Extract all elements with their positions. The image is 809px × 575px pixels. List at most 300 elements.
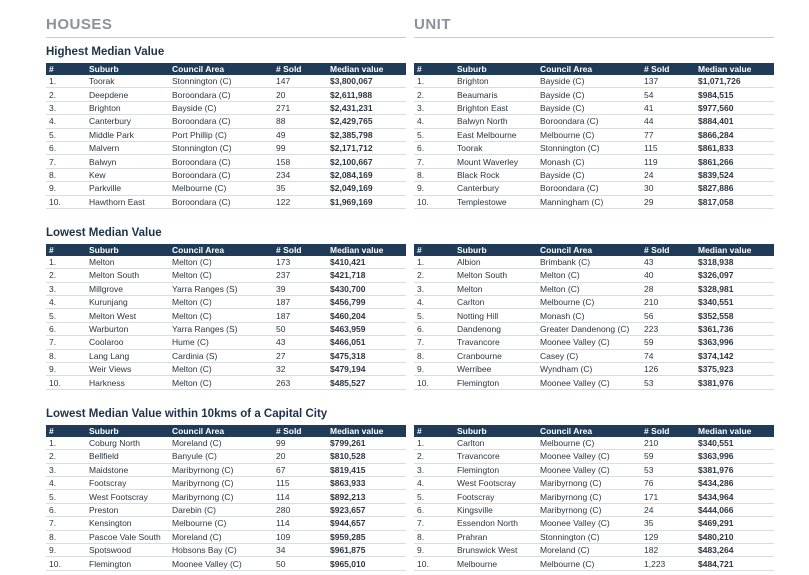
table-row xyxy=(414,463,774,476)
council-cell: Hume (C) xyxy=(169,336,273,349)
council-cell: Moonee Valley (C) xyxy=(537,463,641,476)
median-cell: $861,833 xyxy=(695,141,774,154)
table-row xyxy=(414,269,774,282)
median-cell: $944,657 xyxy=(327,517,406,530)
council-cell: Boroondara (C) xyxy=(169,115,273,128)
median-cell: $2,429,765 xyxy=(327,115,406,128)
median-cell: $2,084,169 xyxy=(327,168,406,181)
rank-cell: 5. xyxy=(414,128,454,141)
suburb-cell: Brighton East xyxy=(454,101,537,114)
rank-cell: 6. xyxy=(414,141,454,154)
median-cell: $977,560 xyxy=(695,101,774,114)
suburb-cell: Notting Hill xyxy=(454,309,537,322)
table-row xyxy=(46,376,406,389)
council-cell: Maribyrnong (C) xyxy=(537,503,641,516)
council-cell: Maribyrnong (C) xyxy=(169,463,273,476)
council-cell: Yarra Ranges (S) xyxy=(169,322,273,335)
table-row xyxy=(414,168,774,181)
council-cell: Stonnington (C) xyxy=(169,75,273,88)
table-row xyxy=(46,75,406,88)
sold-cell: 119 xyxy=(641,155,695,168)
table-row xyxy=(46,309,406,322)
suburb-cell: Melton South xyxy=(454,269,537,282)
suburb-cell: Pascoe Vale South xyxy=(86,530,169,543)
council-cell: Melbourne (C) xyxy=(537,296,641,309)
median-cell: $363,996 xyxy=(695,336,774,349)
median-cell: $463,959 xyxy=(327,322,406,335)
rank-cell: 7. xyxy=(46,336,86,349)
rank-cell: 2. xyxy=(46,269,86,282)
sold-cell: 126 xyxy=(641,363,695,376)
suburb-cell: Flemington xyxy=(86,557,169,570)
median-cell: $381,976 xyxy=(695,463,774,476)
column-header: Council Area xyxy=(169,425,273,437)
median-cell: $810,528 xyxy=(327,450,406,463)
rank-cell: 1. xyxy=(414,256,454,269)
houses-table xyxy=(46,63,406,209)
sold-cell: 99 xyxy=(273,141,327,154)
table-row xyxy=(46,101,406,114)
sold-cell: 50 xyxy=(273,322,327,335)
council-cell: Port Phillip (C) xyxy=(169,128,273,141)
suburb-cell: Millgrove xyxy=(86,282,169,295)
suburb-cell: Prahran xyxy=(454,530,537,543)
column-header: # xyxy=(46,244,86,256)
suburb-cell: Beaumaris xyxy=(454,88,537,101)
table-row xyxy=(46,336,406,349)
suburb-cell: Black Rock xyxy=(454,168,537,181)
table-row xyxy=(414,336,774,349)
median-cell: $485,527 xyxy=(327,376,406,389)
median-cell: $340,551 xyxy=(695,296,774,309)
median-cell: $361,736 xyxy=(695,322,774,335)
table-row xyxy=(46,141,406,154)
median-cell: $328,981 xyxy=(695,282,774,295)
sold-cell: 20 xyxy=(273,88,327,101)
rank-cell: 3. xyxy=(414,282,454,295)
council-cell: Moonee Valley (C) xyxy=(537,376,641,389)
table-row xyxy=(414,490,774,503)
rank-cell: 6. xyxy=(414,503,454,516)
column-header: Suburb xyxy=(86,244,169,256)
suburb-cell: Essendon North xyxy=(454,517,537,530)
sold-cell: 187 xyxy=(273,309,327,322)
sold-cell: 41 xyxy=(641,101,695,114)
council-cell: Bayside (C) xyxy=(537,88,641,101)
median-cell: $460,204 xyxy=(327,309,406,322)
column-header: # Sold xyxy=(641,244,695,256)
council-cell: Bayside (C) xyxy=(537,101,641,114)
suburb-cell: Weir Views xyxy=(86,363,169,376)
column-header: # xyxy=(414,63,454,75)
suburb-cell: Flemington xyxy=(454,463,537,476)
council-cell: Monash (C) xyxy=(537,155,641,168)
table-row xyxy=(414,115,774,128)
table-row xyxy=(46,450,406,463)
table-row xyxy=(414,101,774,114)
column-header: Council Area xyxy=(537,425,641,437)
column-header: Median value xyxy=(695,425,774,437)
median-cell: $326,097 xyxy=(695,269,774,282)
sold-cell: 50 xyxy=(273,557,327,570)
rank-cell: 5. xyxy=(46,309,86,322)
rank-cell: 9. xyxy=(46,182,86,195)
table-row xyxy=(46,182,406,195)
rank-cell: 3. xyxy=(46,282,86,295)
council-cell: Melbourne (C) xyxy=(169,182,273,195)
rank-cell: 7. xyxy=(414,336,454,349)
table-row xyxy=(46,168,406,181)
sold-cell: 99 xyxy=(273,437,327,450)
median-cell: $861,266 xyxy=(695,155,774,168)
council-cell: Monash (C) xyxy=(537,309,641,322)
sold-cell: 173 xyxy=(273,256,327,269)
median-cell: $866,284 xyxy=(695,128,774,141)
council-cell: Casey (C) xyxy=(537,349,641,362)
table-row xyxy=(414,363,774,376)
council-cell: Melton (C) xyxy=(169,363,273,376)
median-cell: $3,800,067 xyxy=(327,75,406,88)
council-cell: Melton (C) xyxy=(537,282,641,295)
table-row xyxy=(414,256,774,269)
table-row xyxy=(46,88,406,101)
table-row xyxy=(414,517,774,530)
rank-cell: 8. xyxy=(46,530,86,543)
sold-cell: 171 xyxy=(641,490,695,503)
table-row xyxy=(46,128,406,141)
council-cell: Melton (C) xyxy=(169,296,273,309)
sold-cell: 210 xyxy=(641,437,695,450)
council-cell: Stonnington (C) xyxy=(537,141,641,154)
median-cell: $466,051 xyxy=(327,336,406,349)
table-row xyxy=(414,309,774,322)
rank-cell: 10. xyxy=(414,195,454,208)
suburb-cell: Footscray xyxy=(86,476,169,489)
sold-cell: 40 xyxy=(641,269,695,282)
sold-cell: 129 xyxy=(641,530,695,543)
column-header: Council Area xyxy=(537,63,641,75)
header-row xyxy=(414,63,774,75)
rank-cell: 3. xyxy=(414,463,454,476)
table-row xyxy=(46,530,406,543)
rank-cell: 8. xyxy=(414,168,454,181)
rank-cell: 2. xyxy=(414,88,454,101)
rank-cell: 9. xyxy=(414,543,454,556)
council-cell: Boroondara (C) xyxy=(537,115,641,128)
header-row xyxy=(46,63,406,75)
suburb-cell: Balwyn xyxy=(86,155,169,168)
suburb-cell: Hawthorn East xyxy=(86,195,169,208)
section-2 xyxy=(46,407,406,571)
table-row xyxy=(414,503,774,516)
suburb-cell: Flemington xyxy=(454,376,537,389)
council-cell: Moreland (C) xyxy=(169,530,273,543)
sold-cell: 115 xyxy=(641,141,695,154)
column-header: Median value xyxy=(327,425,406,437)
sold-cell: 88 xyxy=(273,115,327,128)
suburb-cell: Spotswood xyxy=(86,543,169,556)
rank-cell: 6. xyxy=(46,141,86,154)
rank-cell: 4. xyxy=(46,476,86,489)
council-cell: Bayside (C) xyxy=(537,168,641,181)
suburb-cell: Toorak xyxy=(454,141,537,154)
table-row xyxy=(46,115,406,128)
header-row xyxy=(414,425,774,437)
median-cell: $434,286 xyxy=(695,476,774,489)
council-cell: Maribyrnong (C) xyxy=(169,490,273,503)
sold-cell: 59 xyxy=(641,450,695,463)
suburb-cell: Middle Park xyxy=(86,128,169,141)
suburb-cell: Mount Waverley xyxy=(454,155,537,168)
council-cell: Boroondara (C) xyxy=(169,88,273,101)
suburb-cell: Dandenong xyxy=(454,322,537,335)
council-cell: Hobsons Bay (C) xyxy=(169,543,273,556)
column-header: # xyxy=(46,425,86,437)
section-2 xyxy=(414,407,774,571)
sold-cell: 234 xyxy=(273,168,327,181)
sold-cell: 76 xyxy=(641,476,695,489)
column-header: # Sold xyxy=(273,244,327,256)
rank-cell: 2. xyxy=(46,450,86,463)
sold-cell: 137 xyxy=(641,75,695,88)
council-cell: Melton (C) xyxy=(169,309,273,322)
table-row xyxy=(46,269,406,282)
sold-cell: 114 xyxy=(273,490,327,503)
median-cell: $961,875 xyxy=(327,543,406,556)
table-row xyxy=(414,557,774,570)
rank-cell: 2. xyxy=(46,88,86,101)
suburb-cell: West Footscray xyxy=(454,476,537,489)
column-header: Suburb xyxy=(454,244,537,256)
suburb-cell: Carlton xyxy=(454,296,537,309)
council-cell: Boroondara (C) xyxy=(169,155,273,168)
table-row xyxy=(414,296,774,309)
table-row xyxy=(46,543,406,556)
rank-cell: 4. xyxy=(414,296,454,309)
column-header: # xyxy=(414,425,454,437)
rank-cell: 9. xyxy=(46,363,86,376)
units-table xyxy=(414,244,774,390)
suburb-cell: Maidstone xyxy=(86,463,169,476)
houses-heading: HOUSES xyxy=(46,18,406,38)
council-cell: Yarra Ranges (S) xyxy=(169,282,273,295)
median-cell: $817,058 xyxy=(695,195,774,208)
table-row xyxy=(46,503,406,516)
council-cell: Moonee Valley (C) xyxy=(169,557,273,570)
median-cell: $469,291 xyxy=(695,517,774,530)
unit-sections xyxy=(414,45,774,571)
section-title: Lowest Median Value xyxy=(46,226,162,239)
council-cell: Melton (C) xyxy=(537,269,641,282)
table-row xyxy=(414,450,774,463)
table-row xyxy=(414,376,774,389)
table-row xyxy=(46,195,406,208)
units-table xyxy=(414,63,774,209)
suburb-cell: Brighton xyxy=(454,75,537,88)
median-cell: $827,886 xyxy=(695,182,774,195)
table-row xyxy=(414,476,774,489)
column-header: Suburb xyxy=(86,63,169,75)
council-cell: Manningham (C) xyxy=(537,195,641,208)
median-cell: $352,558 xyxy=(695,309,774,322)
council-cell: Cardinia (S) xyxy=(169,349,273,362)
table-row xyxy=(414,195,774,208)
sold-cell: 115 xyxy=(273,476,327,489)
column-header: Median value xyxy=(695,244,774,256)
column-header: Council Area xyxy=(169,63,273,75)
sold-cell: 53 xyxy=(641,376,695,389)
sold-cell: 263 xyxy=(273,376,327,389)
council-cell: Moonee Valley (C) xyxy=(537,336,641,349)
unit-column xyxy=(414,0,774,571)
section-title: Highest Median Value xyxy=(46,46,165,58)
sold-cell: 109 xyxy=(273,530,327,543)
council-cell: Maribyrnong (C) xyxy=(169,476,273,489)
section-title xyxy=(414,45,774,59)
sold-cell: 280 xyxy=(273,503,327,516)
rank-cell: 7. xyxy=(46,517,86,530)
median-cell: $984,515 xyxy=(695,88,774,101)
header-row xyxy=(46,425,406,437)
median-cell: $318,938 xyxy=(695,256,774,269)
houses-table xyxy=(46,425,406,571)
suburb-cell: Kensington xyxy=(86,517,169,530)
section-0 xyxy=(46,45,406,209)
council-cell: Melton (C) xyxy=(169,376,273,389)
sold-cell: 24 xyxy=(641,503,695,516)
council-cell: Stonnington (C) xyxy=(169,141,273,154)
median-cell: $819,415 xyxy=(327,463,406,476)
sold-cell: 74 xyxy=(641,349,695,362)
column-header: # Sold xyxy=(273,425,327,437)
table-row xyxy=(46,437,406,450)
table-row xyxy=(414,322,774,335)
suburb-cell: Bellfield xyxy=(86,450,169,463)
sold-cell: 43 xyxy=(641,256,695,269)
median-cell: $381,976 xyxy=(695,376,774,389)
sold-cell: 24 xyxy=(641,168,695,181)
sold-cell: 187 xyxy=(273,296,327,309)
suburb-cell: West Footscray xyxy=(86,490,169,503)
sold-cell: 77 xyxy=(641,128,695,141)
median-cell: $484,721 xyxy=(695,557,774,570)
rank-cell: 10. xyxy=(46,557,86,570)
sold-cell: 56 xyxy=(641,309,695,322)
council-cell: Greater Dandenong (C) xyxy=(537,322,641,335)
median-cell: $410,421 xyxy=(327,256,406,269)
council-cell: Brimbank (C) xyxy=(537,256,641,269)
rank-cell: 8. xyxy=(414,349,454,362)
median-cell: $421,718 xyxy=(327,269,406,282)
suburb-cell: Harkness xyxy=(86,376,169,389)
suburb-cell: Kew xyxy=(86,168,169,181)
suburb-cell: Melton xyxy=(86,256,169,269)
table-row xyxy=(414,182,774,195)
suburb-cell: Melton xyxy=(454,282,537,295)
suburb-cell: Lang Lang xyxy=(86,349,169,362)
council-cell: Melbourne (C) xyxy=(169,517,273,530)
table-row xyxy=(414,128,774,141)
rank-cell: 4. xyxy=(46,115,86,128)
median-cell: $863,933 xyxy=(327,476,406,489)
units-table xyxy=(414,425,774,571)
sold-cell: 34 xyxy=(273,543,327,556)
median-cell: $444,066 xyxy=(695,503,774,516)
median-cell: $2,049,169 xyxy=(327,182,406,195)
median-cell: $434,964 xyxy=(695,490,774,503)
median-cell: $475,318 xyxy=(327,349,406,362)
table-row xyxy=(414,155,774,168)
median-cell: $340,551 xyxy=(695,437,774,450)
median-cell: $363,996 xyxy=(695,450,774,463)
council-cell: Boroondara (C) xyxy=(537,182,641,195)
section-0 xyxy=(414,45,774,209)
median-cell: $2,611,988 xyxy=(327,88,406,101)
sold-cell: 35 xyxy=(641,517,695,530)
council-cell: Melbourne (C) xyxy=(537,128,641,141)
suburb-cell: Kurunjang xyxy=(86,296,169,309)
suburb-cell: Canterbury xyxy=(454,182,537,195)
rank-cell: 6. xyxy=(414,322,454,335)
sold-cell: 49 xyxy=(273,128,327,141)
median-cell: $839,524 xyxy=(695,168,774,181)
column-header: Council Area xyxy=(169,244,273,256)
rank-cell: 1. xyxy=(414,75,454,88)
rank-cell: 10. xyxy=(46,195,86,208)
suburb-cell: Travancore xyxy=(454,450,537,463)
sold-cell: 28 xyxy=(641,282,695,295)
suburb-cell: Preston xyxy=(86,503,169,516)
rank-cell: 6. xyxy=(46,322,86,335)
column-header: Median value xyxy=(327,63,406,75)
median-cell: $799,261 xyxy=(327,437,406,450)
table-row xyxy=(46,463,406,476)
column-header: # xyxy=(414,244,454,256)
rank-cell: 1. xyxy=(46,75,86,88)
rank-cell: 10. xyxy=(414,376,454,389)
table-row xyxy=(414,282,774,295)
table-row xyxy=(414,530,774,543)
table-row xyxy=(46,155,406,168)
column-header: Median value xyxy=(327,244,406,256)
table-row xyxy=(46,557,406,570)
council-cell: Wyndham (C) xyxy=(537,363,641,376)
sold-cell: 27 xyxy=(273,349,327,362)
sold-cell: 35 xyxy=(273,182,327,195)
section-1 xyxy=(414,226,774,390)
sold-cell: 122 xyxy=(273,195,327,208)
table-row xyxy=(414,437,774,450)
rank-cell: 5. xyxy=(46,490,86,503)
rank-cell: 2. xyxy=(414,450,454,463)
table-row xyxy=(46,256,406,269)
council-cell: Bayside (C) xyxy=(169,101,273,114)
rank-cell: 8. xyxy=(414,530,454,543)
median-cell: $375,923 xyxy=(695,363,774,376)
rank-cell: 1. xyxy=(46,437,86,450)
column-header: Suburb xyxy=(454,425,537,437)
sold-cell: 32 xyxy=(273,363,327,376)
header-row xyxy=(46,244,406,256)
houses-table xyxy=(46,244,406,390)
section-1 xyxy=(46,226,406,390)
council-cell: Moreland (C) xyxy=(537,543,641,556)
median-cell: $430,700 xyxy=(327,282,406,295)
rank-cell: 2. xyxy=(414,269,454,282)
rank-cell: 9. xyxy=(414,363,454,376)
council-cell: Melbourne (C) xyxy=(537,557,641,570)
rank-cell: 3. xyxy=(414,101,454,114)
